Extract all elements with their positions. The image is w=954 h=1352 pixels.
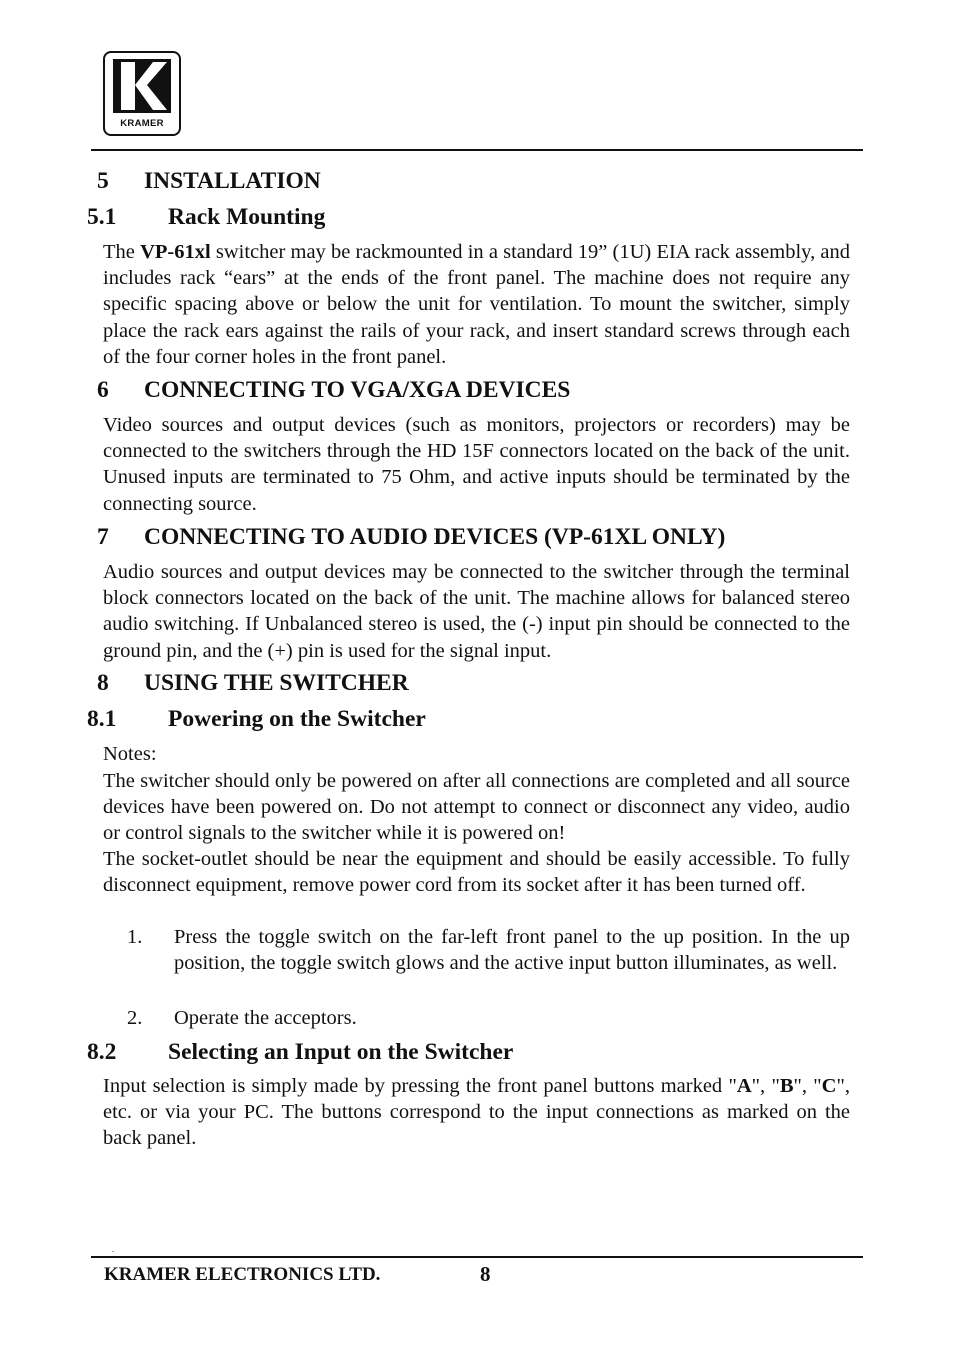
list-item <box>103 924 850 976</box>
vga-paragraph: Video sources and output devices (such as monitors, projectors or recorders) may be connected to the switchers through the HD 15F connectors located on the back of the unit. Unused inputs are terminated to 75 Ohm, and active inputs should be terminated by the connecting source. <box>103 414 850 515</box>
step-number: 2. <box>127 1007 143 1029</box>
footer-mark: . <box>112 1245 114 1254</box>
footer-company: KRAMER ELECTRONICS LTD. <box>104 1264 381 1285</box>
button-c-label: C <box>821 1075 837 1097</box>
step-text: Press the toggle switch on the far-left front panel to the up position. In the up position, the toggle switch glows and the active input button illuminates, as well. <box>174 926 850 975</box>
list-item <box>103 1005 850 1031</box>
section-title: CONNECTING TO AUDIO DEVICES (VP-61XL ONLY) <box>144 524 726 550</box>
kramer-k-icon <box>113 59 171 113</box>
header-rule <box>91 149 863 151</box>
button-a-label: A <box>736 1075 752 1097</box>
logo-text: KRAMER <box>120 118 164 129</box>
notes-label: Notes: <box>103 743 157 765</box>
footer-rule <box>91 1256 863 1258</box>
note-1: The switcher should only be powered on after all connections are completed and all source devices have been powered on. Do not attempt to connect or disconnect any video, audio or control signals to the switcher while it is powered on! <box>103 770 850 845</box>
model-name: VP-61xl <box>140 241 211 263</box>
rack-mounting-paragraph: The VP-61xl switcher may be rackmounted in a standard 19” (1U) EIA rack assembly, and includes rack “ears” at the ends of the front panel. The machine does not require any specific spacing above or below the unit for ventilation. To mount the switcher, simply place the rack ears against the rails of your rack, and insert standard screws through each of the four corner holes in the front panel. <box>103 241 850 368</box>
note-2: The socket-outlet should be near the equipment and should be easily accessible. To fully disconnect equipment, remove power cord from its socket after it has been turned off. <box>103 848 850 897</box>
page-number: 8 <box>480 1262 491 1286</box>
subsection-title: Powering on the Switcher <box>168 706 426 732</box>
input-selection-paragraph: Input selection is simply made by pressing the front panel buttons marked "A", "B", "C", etc. or via your PC. The buttons correspond to the input connections as marked on the back panel. <box>103 1075 850 1150</box>
step-text: Operate the acceptors. <box>174 1007 357 1029</box>
kramer-logo <box>103 51 181 136</box>
section-title: CONNECTING TO VGA/XGA DEVICES <box>144 377 571 403</box>
subsection-title: Selecting an Input on the Switcher <box>168 1039 514 1065</box>
button-b-label: B <box>779 1075 794 1097</box>
audio-paragraph: Audio sources and output devices may be connected to the switcher through the terminal block connectors located on the back of the unit. The machine allows for balanced stereo audio switching. If Unbalanced stereo is used, the (-) input pin should be connected to the ground pin, and the (+) pin is used for the signal input. <box>103 561 850 662</box>
section-title: INSTALLATION <box>144 168 321 194</box>
section-title: USING THE SWITCHER <box>144 670 409 696</box>
subsection-title: Rack Mounting <box>168 204 326 230</box>
subsection-number: 8.2 <box>87 1039 117 1065</box>
subsection-number: 5.1 <box>87 204 117 230</box>
section-number: 5 <box>97 168 109 194</box>
section-number: 7 <box>97 524 109 550</box>
subsection-number: 8.1 <box>87 706 117 732</box>
section-number: 6 <box>97 377 109 403</box>
section-number: 8 <box>97 670 109 696</box>
step-number: 1. <box>127 926 143 948</box>
